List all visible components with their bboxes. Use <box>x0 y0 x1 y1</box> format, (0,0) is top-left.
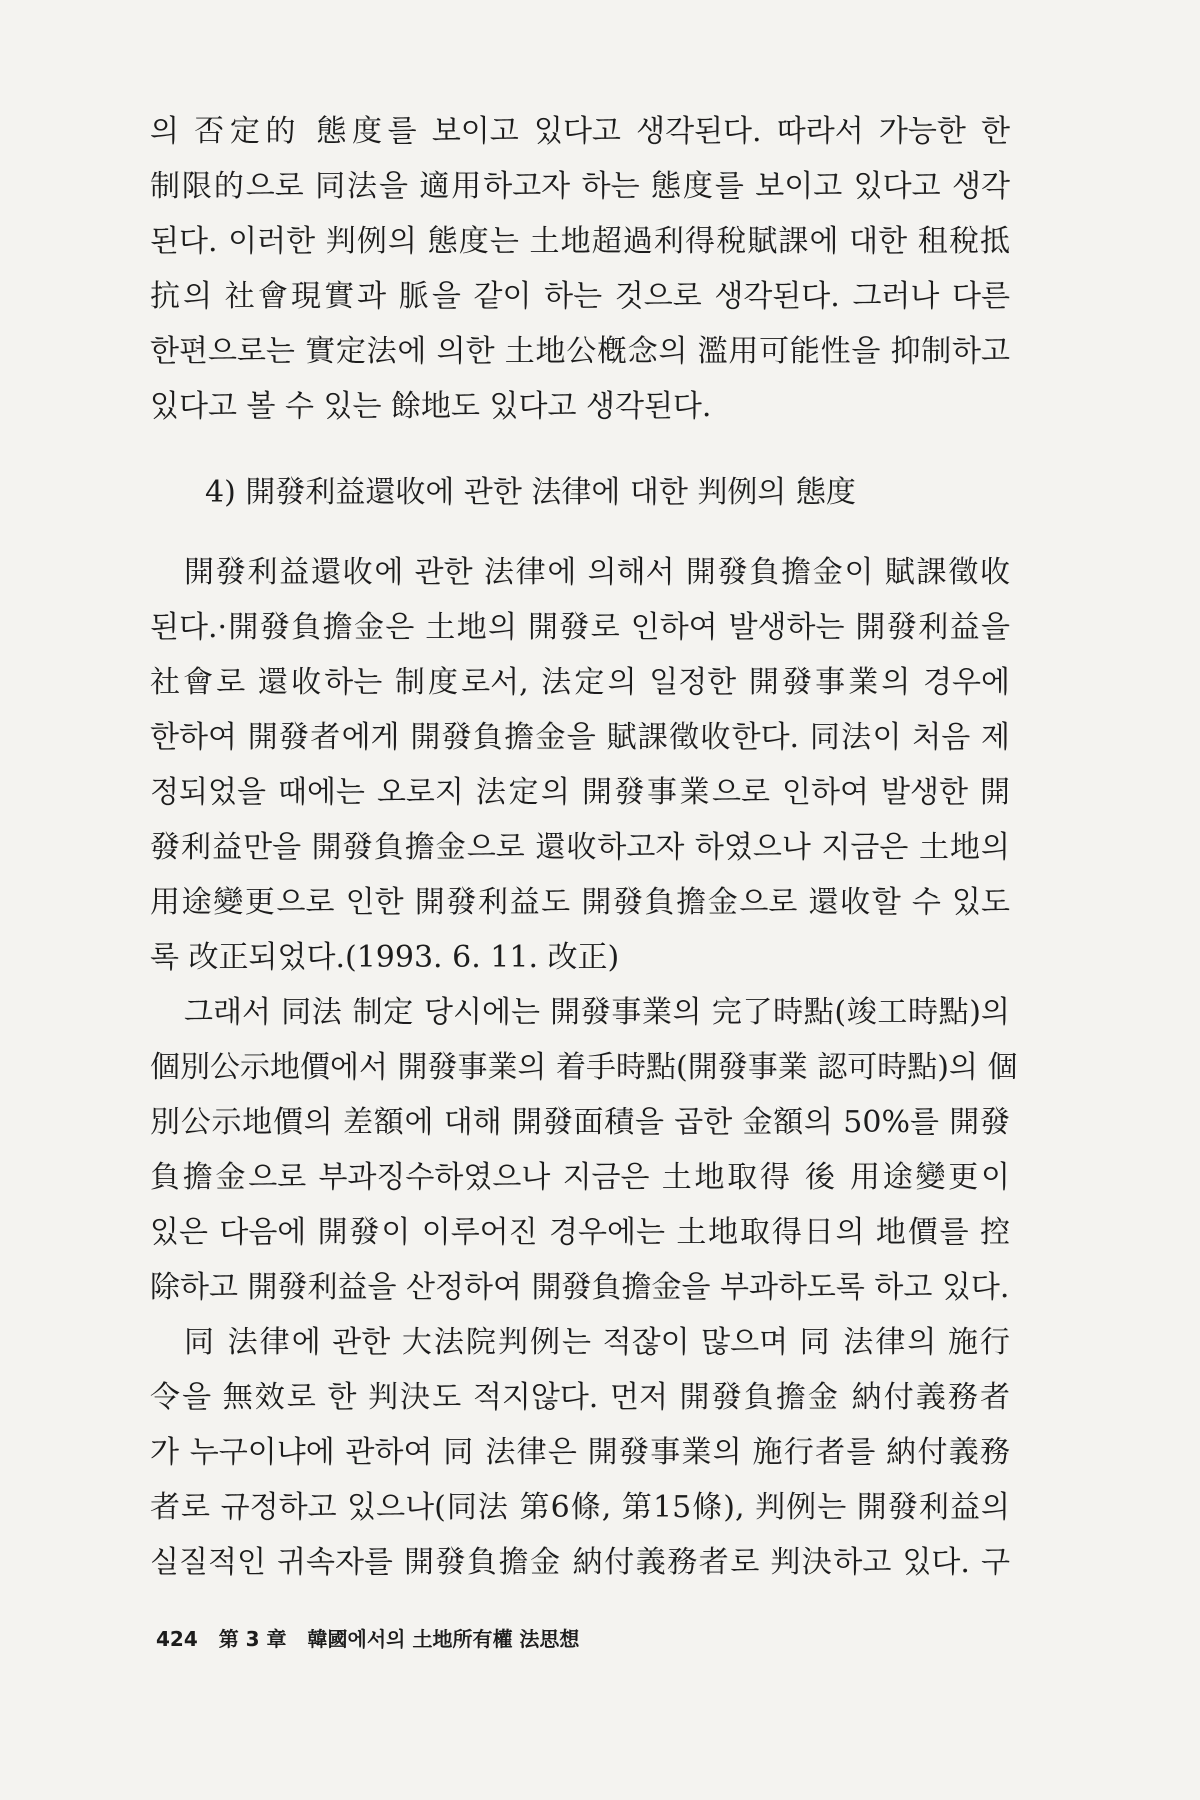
text-line: 된다. 이러한 判例의 態度는 土地超過利得稅賦課에 대한 租稅抵 <box>150 224 1010 259</box>
text-line: 負擔金으로 부과징수하였으나 지금은 土地取得 後 用途變更이 <box>150 1160 1010 1195</box>
page-number: 424 <box>156 1627 198 1651</box>
page-footer <box>156 1623 593 1652</box>
text-line: 抗의 社會現實과 脈을 같이 하는 것으로 생각된다. 그러나 다른 <box>150 279 1010 314</box>
text-line: 社會로 還收하는 制度로서, 法定의 일정한 開發事業의 경우에 <box>150 665 1010 700</box>
paragraph-1 <box>150 104 1010 434</box>
text-line: 록 改正되었다.(1993. 6. 11. 改正) <box>150 940 620 975</box>
text-line: 정되었을 때에는 오로지 法定의 開發事業으로 인하여 발생한 開 <box>150 775 1010 810</box>
text-line: 의 否定的 態度를 보이고 있다고 생각된다. 따라서 가능한 한 <box>150 114 1010 149</box>
text-line: 한편으로는 實定法에 의한 土地公槪念의 濫用可能性을 抑制하고 <box>150 334 1010 369</box>
text-line: 除하고 開發利益을 산정하여 開發負擔金을 부과하도록 하고 있다. <box>150 1270 1010 1305</box>
text-line: 同 法律에 관한 大法院判例는 적잖이 많으며 同 法律의 施行 <box>184 1325 1010 1360</box>
text-line: 令을 無效로 한 判決도 적지않다. 먼저 開發負擔金 納付義務者 <box>150 1380 1010 1415</box>
text-line: 된다.·開發負擔金은 土地의 開發로 인하여 발생하는 開發利益을 <box>150 610 1010 645</box>
text-line: 실질적인 귀속자를 開發負擔金 納付義務者로 判決하고 있다. 구 <box>150 1545 1010 1580</box>
text-line: 制限的으로 同法을 適用하고자 하는 態度를 보이고 있다고 생각 <box>150 169 1010 204</box>
text-line: 그래서 同法 制定 당시에는 開發事業의 完了時點(竣工時點)의 <box>184 995 1010 1030</box>
chapter-label: 第 3 章 <box>218 1627 287 1651</box>
text-line: 한하여 開發者에게 開發負擔金을 賦課徵收한다. 同法이 처음 제 <box>150 720 1010 755</box>
text-line: 있다고 볼 수 있는 餘地도 있다고 생각된다. <box>150 389 712 424</box>
text-line: 開發利益還收에 관한 法律에 의해서 開發負擔金이 賦課徵收 <box>184 555 1010 590</box>
text-line: 發利益만을 開發負擔金으로 還收하고자 하였으나 지금은 土地의 <box>150 830 1010 865</box>
text-line: 있은 다음에 開發이 이루어진 경우에는 土地取得日의 地價를 控 <box>150 1215 1010 1250</box>
section-heading: 4) 開發利益還收에 관한 法律에 대한 判例의 態度 <box>205 475 856 510</box>
text-line: 用途變更으로 인한 開發利益도 開發負擔金으로 還收할 수 있도 <box>150 885 1010 920</box>
text-line: 別公示地價의 差額에 대해 開發面積을 곱한 金額의 50%를 開發 <box>150 1105 1010 1140</box>
text-line: 가 누구이냐에 관하여 同 法律은 開發事業의 施行者를 納付義務 <box>150 1435 1010 1470</box>
text-line: 個別公示地價에서 開發事業의 着手時點(開發事業 認可時點)의 個 <box>150 1050 1018 1085</box>
chapter-title: 韓國에서의 土地所有權 法思想 <box>307 1627 580 1651</box>
body-text <box>150 545 1018 1590</box>
text-line: 者로 규정하고 있으나(同法 第6條, 第15條), 判例는 開發利益의 <box>150 1490 1010 1525</box>
